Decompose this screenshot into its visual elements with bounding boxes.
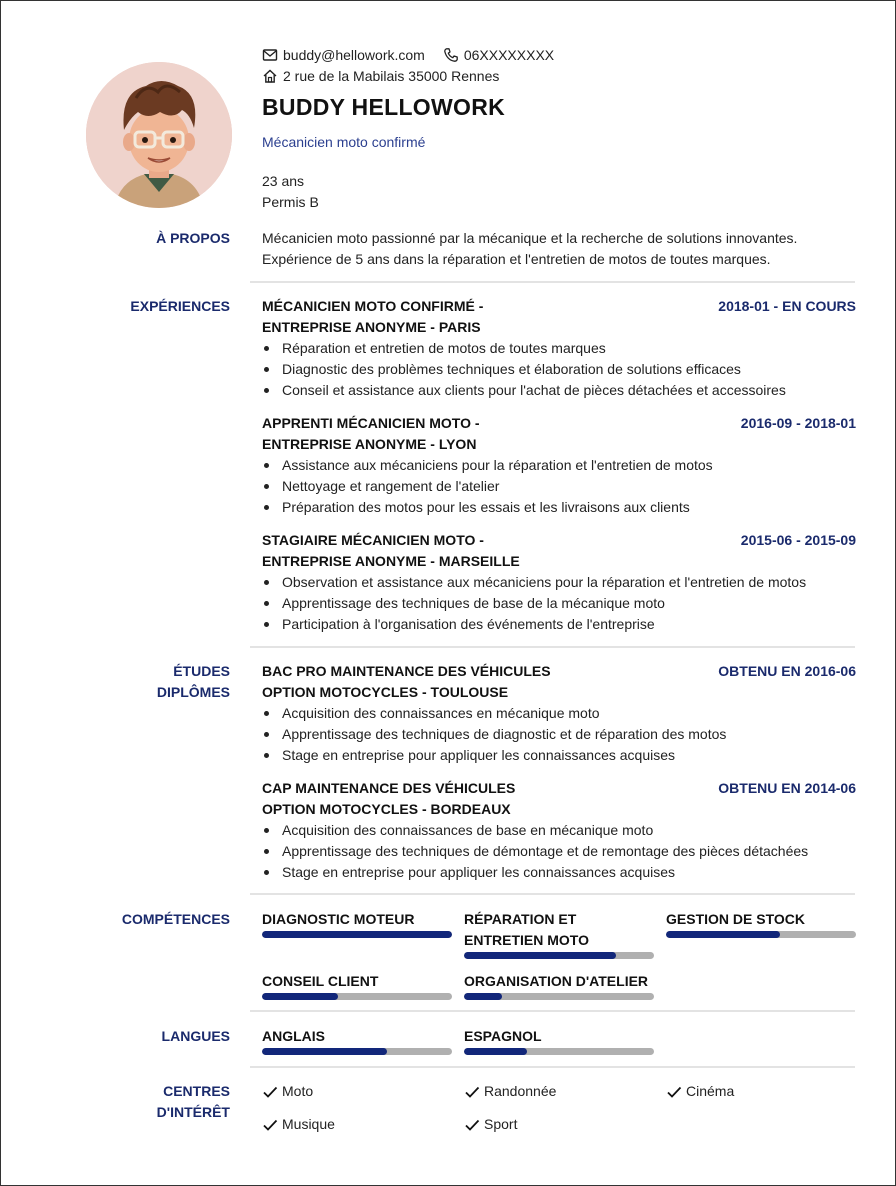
experience-entry [262, 530, 856, 635]
skill-bar [262, 931, 452, 938]
experience-title: MÉCANICIEN MOTO CONFIRMÉ - [262, 298, 484, 314]
experience-date: 2015-06 - 2015-09 [740, 532, 856, 548]
skill-name: CONSEIL CLIENT [262, 973, 379, 989]
skill-bar [464, 993, 654, 1000]
divider [250, 281, 855, 283]
section-label-interests [61, 1081, 230, 1123]
email-text: buddy@hellowork.com [283, 46, 425, 63]
language-name: ANGLAIS [262, 1028, 325, 1044]
about-line: Mécanicien moto passionné par la mécanique et la recherche de solutions innovantes. [262, 230, 798, 246]
language-bar-fill [464, 1048, 527, 1055]
age: 23 ans [262, 173, 305, 189]
contact-block [262, 44, 572, 86]
list-item: Apprentissage des techniques de démontage et de remontage des pièces détachées [262, 841, 856, 862]
section-label-about: À PROPOS [156, 230, 230, 246]
divider [250, 646, 855, 648]
job-title: Mécanicien moto confirmé [262, 134, 426, 150]
skill-bar [262, 993, 452, 1000]
interest-item [262, 1114, 335, 1135]
interest-item [464, 1114, 517, 1135]
avatar [86, 62, 232, 208]
education-school: OPTION MOTOCYCLES - BORDEAUX [262, 801, 511, 817]
education-entry [262, 661, 856, 766]
skill-bar-fill [464, 993, 502, 1000]
experience-entry [262, 296, 856, 401]
interest-item [666, 1081, 734, 1102]
language-bar [464, 1048, 654, 1055]
interest-label: Cinéma [686, 1083, 735, 1099]
section-label-languages: LANGUES [161, 1028, 230, 1044]
interest-label: Musique [282, 1116, 335, 1132]
list-item: Diagnostic des problèmes techniques et élaboration de solutions efficaces [262, 359, 856, 380]
skill-bar-fill [464, 952, 616, 959]
list-item: Préparation des motos pour les essais et les livraisons aux clients [262, 497, 856, 518]
skill-item [464, 971, 654, 1000]
list-item: Acquisition des connaissances de base en mécanique moto [262, 820, 856, 841]
skill-name: ENTRETIEN MOTO [464, 932, 589, 948]
skill-name: GESTION DE STOCK [666, 911, 805, 927]
skill-bar [464, 952, 654, 959]
avatar-illustration [86, 62, 232, 208]
list-item: Stage en entreprise pour appliquer les connaissances acquises [262, 745, 856, 766]
skill-bar-fill [666, 931, 780, 938]
language-item [464, 1026, 654, 1055]
language-item [262, 1026, 452, 1055]
education-school: OPTION MOTOCYCLES - TOULOUSE [262, 684, 509, 700]
experience-company: ENTREPRISE ANONYME - PARIS [262, 319, 481, 335]
check-icon [666, 1084, 682, 1100]
list-item: Acquisition des connaissances en mécanique moto [262, 703, 856, 724]
divider [250, 1010, 855, 1012]
experience-entry [262, 413, 856, 518]
interest-label: Randonnée [484, 1083, 557, 1099]
list-item: Observation et assistance aux mécaniciens pour la réparation et l'entretien de motos [262, 572, 856, 593]
contact-phone[interactable] [443, 47, 554, 63]
skill-name: RÉPARATION ET [464, 911, 577, 927]
education-title: BAC PRO MAINTENANCE DES VÉHICULES [262, 663, 551, 679]
list-item: Assistance aux mécaniciens pour la réparation et l'entretien de motos [262, 455, 856, 476]
phone-icon [443, 47, 459, 63]
section-label-line: DIPLÔMES [156, 684, 230, 700]
skill-bar [666, 931, 856, 938]
section-label-education [61, 661, 230, 703]
contact-email[interactable] [262, 47, 425, 63]
skill-item [464, 909, 654, 959]
about-line: Expérience de 5 ans dans la réparation et l'entretien de motos de toutes marques. [262, 251, 771, 267]
list-item: Stage en entreprise pour appliquer les connaissances acquises [262, 862, 856, 883]
experience-title: APPRENTI MÉCANICIEN MOTO - [262, 415, 480, 431]
experience-company: ENTREPRISE ANONYME - MARSEILLE [262, 553, 520, 569]
interest-item [262, 1081, 313, 1102]
skill-name: DIAGNOSTIC MOTEUR [262, 911, 415, 927]
check-icon [464, 1084, 480, 1100]
experience-date: 2018-01 - EN COURS [718, 298, 856, 314]
divider [250, 893, 855, 895]
list-item: Apprentissage des techniques de diagnostic et de réparation des motos [262, 724, 856, 745]
section-label-line: CENTRES [163, 1083, 230, 1099]
education-date: OBTENU EN 2014-06 [718, 780, 856, 796]
language-name: ESPAGNOL [464, 1028, 542, 1044]
education-entry [262, 778, 856, 883]
list-item: Nettoyage et rangement de l'atelier [262, 476, 856, 497]
skill-bar-fill [262, 993, 338, 1000]
candidate-name: BUDDY HELLOWORK [262, 94, 506, 120]
divider [250, 1066, 855, 1068]
experience-title: STAGIAIRE MÉCANICIEN MOTO - [262, 532, 484, 548]
list-item: Participation à l'organisation des événements de l'entreprise [262, 614, 856, 635]
skill-item [262, 909, 452, 938]
check-icon [464, 1117, 480, 1133]
check-icon [262, 1117, 278, 1133]
section-label-line: D'INTÉRÊT [156, 1104, 230, 1120]
home-icon [262, 68, 278, 84]
language-bar [262, 1048, 452, 1055]
experience-company: ENTREPRISE ANONYME - LYON [262, 436, 477, 452]
address-text: 2 rue de la Mabilais 35000 Rennes [283, 67, 500, 84]
list-item: Réparation et entretien de motos de toutes marques [262, 338, 856, 359]
section-label-skills: COMPÉTENCES [121, 911, 230, 927]
experience-date: 2016-09 - 2018-01 [740, 415, 856, 431]
skill-name: ORGANISATION D'ATELIER [464, 973, 649, 989]
list-item: Conseil et assistance aux clients pour l'achat de pièces détachées et accessoires [262, 380, 856, 401]
language-bar-fill [262, 1048, 387, 1055]
skill-bar-fill [262, 931, 452, 938]
interest-label: Sport [484, 1116, 518, 1132]
list-item: Apprentissage des techniques de base de la mécanique moto [262, 593, 856, 614]
section-label-experiences: EXPÉRIENCES [130, 298, 230, 314]
phone-text: 06XXXXXXXX [463, 46, 555, 63]
education-date: OBTENU EN 2016-06 [718, 663, 856, 679]
driving-license: Permis B [262, 194, 319, 210]
check-icon [262, 1084, 278, 1100]
interest-label: Moto [282, 1083, 314, 1099]
about-text [262, 228, 856, 270]
envelope-icon [262, 47, 278, 63]
education-title: CAP MAINTENANCE DES VÉHICULES [262, 780, 516, 796]
interest-item [464, 1081, 556, 1102]
skill-item [666, 909, 856, 938]
section-label-line: ÉTUDES [173, 663, 230, 679]
personal-info [262, 171, 319, 213]
skill-item [262, 971, 452, 1000]
contact-address [262, 68, 499, 84]
